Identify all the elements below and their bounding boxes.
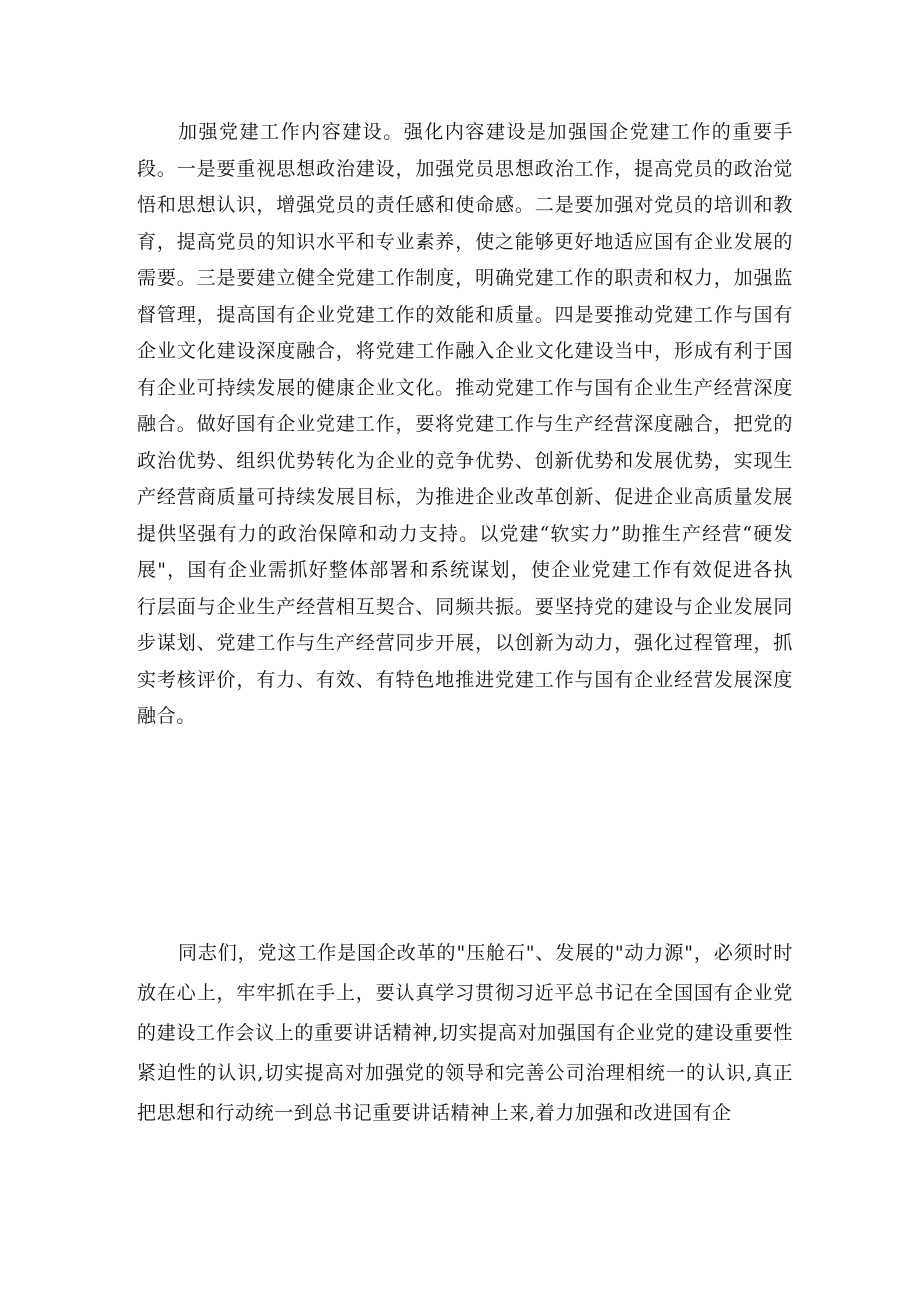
body-paragraph: 同志们，党这工作是国企改革的"压舱石"、发展的"动力源"，必须时时放在心上，牢牢抓在手上，要认真学习贯彻习近平总书记在全国国有企业党的建设工作会议上的重要讲话精神,切实提高对加强国有企业党的建设重要性紧迫性的认识,切实提高对加强党的领导和完善公司治理相统一的认识,真正把思想和行动统一到总书记重要讲话精神上来,着力加强和改进国有企 (137, 942, 793, 1124)
body-paragraph: 加强党建工作内容建设。强化内容建设是加强国企党建工作的重要手段。一是要重视思想政治建设，加强党员思想政治工作，提高党员的政治觉悟和思想认识，增强党员的责任感和使命感。二是要加强对党员的培训和教育，提高党员的知识水平和专业素养，使之能够更好地适应国有企业发展的需要。三是要建立健全党建工作制度，明确党建工作的职责和权力，加强监督管理，提高国有企业党建工作的效能和质量。四是要推动党建工作与国有企业文化建设深度融合，将党建工作融入企业文化建设当中，形成有利于国有企业可持续发展的健康企业文化。推动党建工作与国有企业生产经营深度融合。做好国有企业党建工作，要将党建工作与生产经营深度融合，把党的政治优势、组织优势转化为企业的竞争优势、创新优势和发展优势，实现生产经营商质量可持续发展目标，为推进企业改革创新、促进企业高质量发展提供坚强有力的政治保障和动力支持。以党建“软实力”助推生产经营“硬发展"，国有企业需抓好整体部署和系统谋划，使企业党建工作有效促进各执行层面与企业生产经营相互契合、同频共振。要坚持党的建设与企业发展同步谋划、党建工作与生产经营同步开展，以创新为动力，强化过程管理，抓实考核评价，有力、有效、有特色地推进党建工作与国有企业经营发展深度融合。 (137, 121, 793, 727)
